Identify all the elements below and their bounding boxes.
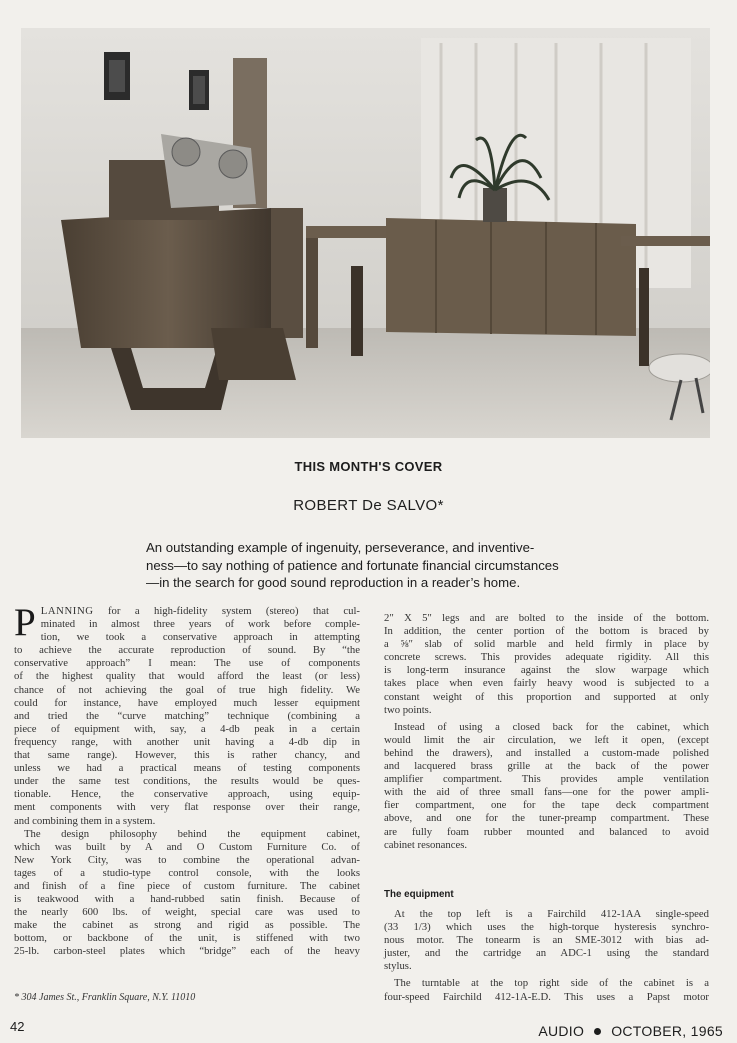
body-line: LANNING for a high-fidelity system (stereo) that cul-	[40, 605, 360, 617]
body-line: are fully foam rubber mounted and balanced to avoid	[384, 825, 709, 838]
cover-photo	[21, 28, 710, 438]
running-footer	[538, 1023, 723, 1039]
body-line: under the same test conditions, the results would be ques-	[14, 775, 360, 788]
magazine-name: AUDIO	[538, 1023, 585, 1039]
body-line: 25-lb. carbon-steel plates which “bridge” each of the heavy	[14, 945, 360, 958]
body-line: which was built by A and O Custom Furniture Co. of	[14, 840, 360, 853]
bullet-icon	[594, 1028, 601, 1035]
body-line: a ⅝″ slab of solid marble and held firmly in place by	[384, 638, 709, 651]
body-line: tion, we took a conservative approach in attempting	[40, 631, 360, 644]
cabinet-photo-icon	[21, 28, 710, 438]
body-line: behind the drawers), and installed a custom-made polished	[384, 746, 709, 759]
body-line: nous motor. The tonearm is an SME-3012 with bias ad-	[384, 934, 709, 947]
body-line: At the top left is a Fairchild 412-1AA single-speed	[394, 908, 709, 920]
body-line: In addition, the center portion of the bottom is braced by	[384, 625, 709, 638]
deck-line: ness—to say nothing of patience and fortunate financial circumstances	[146, 557, 559, 573]
body-line: two points.	[384, 703, 432, 716]
body-line: and lacquered brass grille at the back of the power	[384, 760, 709, 773]
deck-line: —in the search for good sound reproduction in a reader’s home.	[146, 575, 521, 590]
body-line: chance of not achieving the goal of true high fidelity. We	[14, 683, 360, 696]
body-line: fier compartment, one for the tape deck compartment	[384, 799, 709, 812]
body-line: and combining them in a system.	[14, 814, 156, 827]
body-line: 2″ X 5″ legs and are bolted to the inside of the bottom.	[384, 612, 709, 624]
cover-title: THIS MONTH'S COVER	[294, 459, 443, 474]
body-line: tages of a studio-type control console, with the looks	[14, 866, 360, 879]
body-line: Instead of using a closed back for the cabinet, which	[394, 720, 709, 733]
body-line: piece of equipment with, say, a 4-db peak in a certain	[14, 722, 360, 735]
author-byline: ROBERT De SALVO*	[293, 497, 444, 514]
body-line: cabinet resonances.	[384, 838, 468, 851]
body-line: could for instance, have employed much lesser equipment	[14, 696, 360, 709]
body-line: takes place when even fairly heavy wood is subjected to a	[384, 677, 709, 690]
body-line: New York City, was to combine the operational advan-	[14, 853, 360, 866]
footnote: * 304 James St., Franklin Square, N.Y. 11010	[14, 992, 196, 1003]
body-line: of the highest quality that would afford the least (or less)	[14, 670, 360, 683]
body-line: unless we had a practical means of testing components	[14, 762, 360, 775]
body-line: that same range). However, this is rather chancy, and	[14, 749, 360, 762]
right-column	[384, 612, 709, 852]
body-line: the nearly 600 lbs. of weight, special care was used to	[14, 906, 360, 919]
body-line: is long-term insurance against the slow warpage which	[384, 664, 709, 677]
body-line: with the aid of three small fans—one for the power ampli-	[384, 786, 709, 799]
body-line: and tried the “curve matching” technique (combining a	[14, 709, 360, 722]
lead-word: LANNING	[40, 605, 94, 617]
body-line: and finish of a fine piece of custom furniture. The cabinet	[14, 879, 360, 892]
issue-date: OCTOBER, 1965	[611, 1023, 723, 1039]
drop-cap: P	[14, 601, 36, 644]
body-line: above, and one for the tuner-preamp compartment. These	[384, 812, 709, 825]
body-line: tionable. Hence, the conservative approach, using equip-	[14, 788, 360, 801]
body-line: amplifier compartment. This provides ample ventilation	[384, 773, 709, 786]
body-line: juster, and the cartridge an ADC-1 using the standard	[384, 947, 709, 960]
page-number: 42	[10, 1019, 25, 1034]
body-line: The turntable at the top right side of the cabinet is a	[394, 977, 709, 990]
body-line: is teakwood with a hand-rubbed satin finish. Because of	[14, 893, 360, 906]
body-line: to achieve the accurate reproduction of sound. By “the	[14, 644, 360, 657]
body-line: conservative approach” I mean: The use of components	[14, 657, 360, 670]
body-line: four-speed Fairchild 412-1A-E.D. This uses a Papst motor	[384, 990, 709, 1003]
body-line: stylus.	[384, 960, 412, 973]
deck-line: An outstanding example of ingenuity, perseverance, and inventive-	[146, 540, 535, 555]
body-line: minated in almost three years of work before comple-	[40, 618, 360, 631]
body-line: frequency range, with another unit having a 4-db dip in	[14, 735, 360, 748]
body-line: (33 1/3) which uses the high-torque hysteresis synchro-	[384, 921, 709, 934]
body-line: would limit the air circulation, we left it open, (except	[384, 733, 709, 746]
body-line: ment components with very flat response over their range,	[14, 801, 360, 814]
body-line: constant weight of this proportion and supported at only	[384, 690, 709, 703]
article-deck	[146, 539, 590, 592]
body-line: bottom, or backbone of the unit, is stiffened with two	[14, 932, 360, 945]
right-column-continued	[384, 908, 709, 1004]
body-line: The design philosophy behind the equipment cabinet,	[24, 827, 360, 840]
body-line: make the cabinet as strong and rigid as possible. The	[14, 919, 360, 932]
left-column	[14, 601, 360, 959]
body-line: concrete screws. This provides adequate rigidity. All this	[384, 651, 709, 664]
section-subhead: The equipment	[384, 889, 454, 900]
